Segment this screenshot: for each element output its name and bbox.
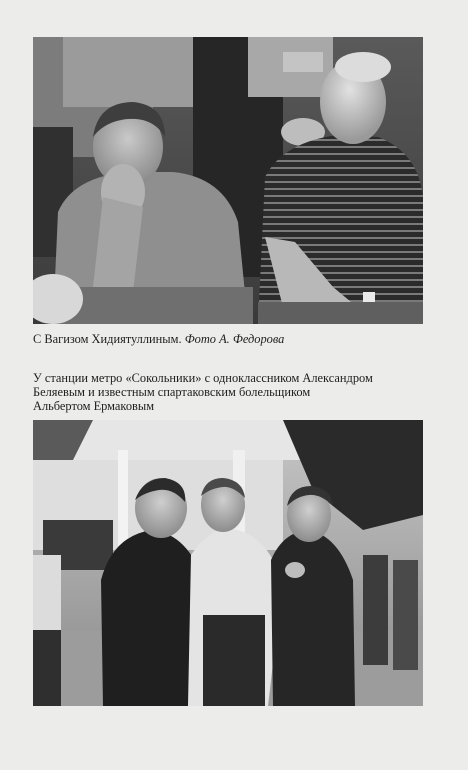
photo-two-men-in-stands xyxy=(33,37,423,324)
photo-metro-station-image xyxy=(33,420,423,706)
photo-caption-top xyxy=(33,332,423,346)
photo-credit: Фото А. Федорова xyxy=(184,332,285,346)
caption-line: Беляевым и известным спартаковским болельщиком xyxy=(33,385,311,399)
photo-two-men-in-stands-image xyxy=(33,37,423,324)
caption-line: Альбертом Ермаковым xyxy=(33,399,155,413)
photo-metro-station xyxy=(33,420,423,706)
caption-line: У станции метро «Сокольники» с одноклассником Александром xyxy=(33,371,373,385)
caption-text: С Вагизом Хидиятуллиным. xyxy=(33,332,182,346)
photo-caption-bottom xyxy=(33,371,423,413)
